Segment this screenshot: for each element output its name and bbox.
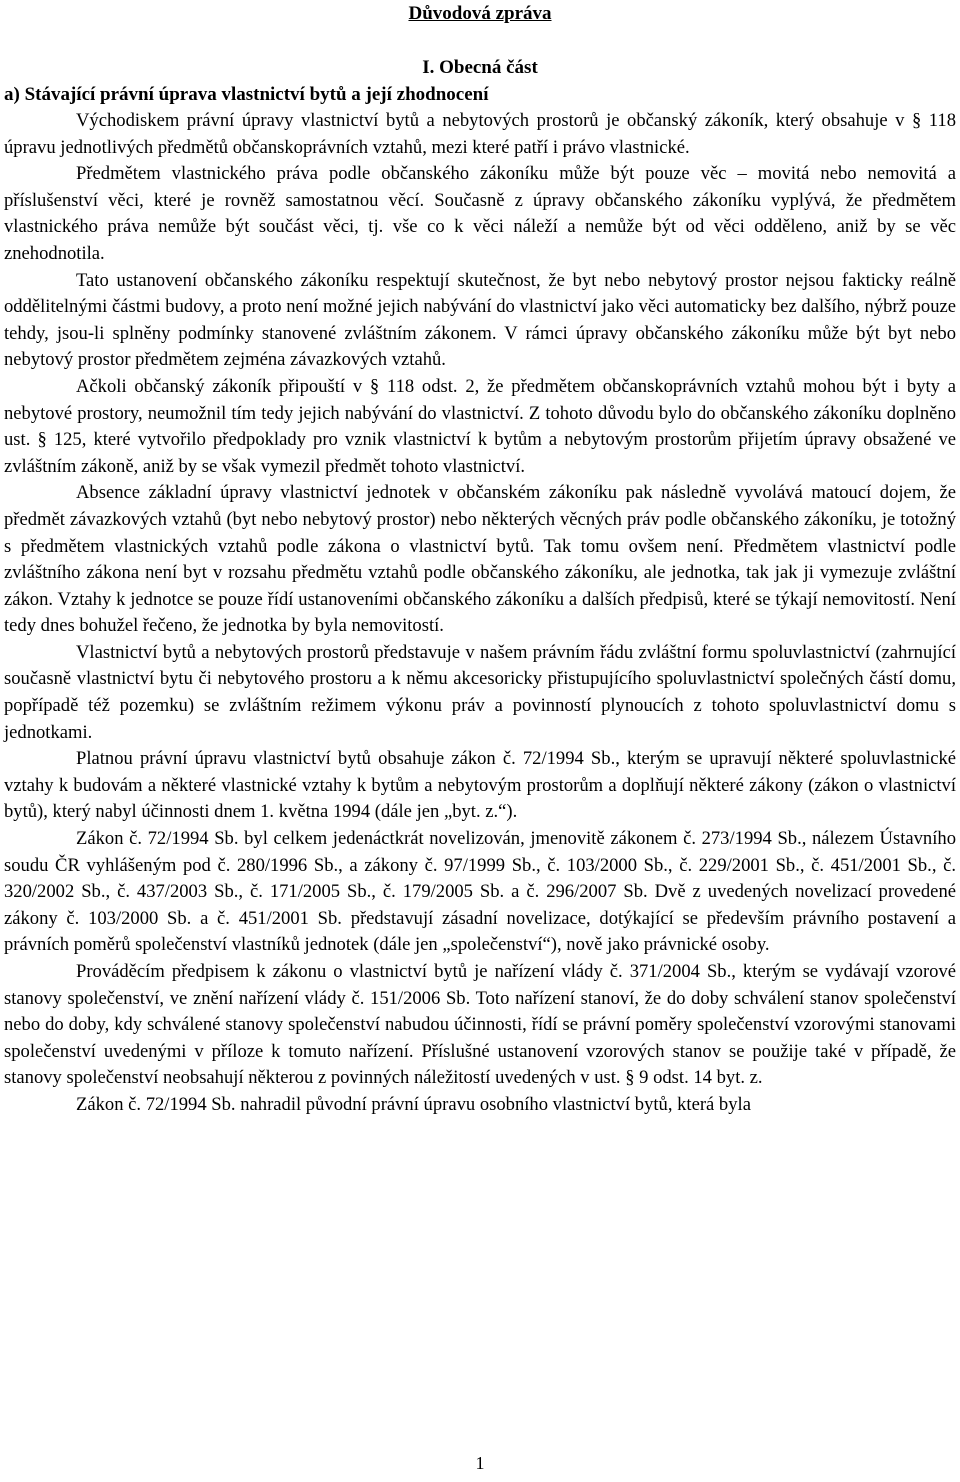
paragraph: Východiskem právní úpravy vlastnictví bytů a nebytových prostorů je občanský zákoník, který obsahuje v § 118 úpravu jednotlivých předmětů občanskoprávních vztahů, mezi které patří i právo vlastnické. (4, 110, 956, 158)
paragraph: Vlastnictví bytů a nebytových prostorů představuje v našem právním řádu zvláštní formu spoluvlastnictví (zahrnující současně vlastnictví bytu či nebytového prostoru a k němu akcesoricky přistupujícího spoluvlastnictví společných částí domu, popřípadě též pozemku) se zvláštním režimem výkonu práv a povinností plynoucích z tohoto spoluvlastnictví domu s jednotkami. (4, 641, 956, 743)
paragraph: Absence základní úpravy vlastnictví jednotek v občanském zákoníku pak následně vyvolává matoucí dojem, že předmět závazkových vztahů (byt nebo nebytový prostor) nebo některých věcných práv podle občanského zákoníku, je totožný s předmětem vlastnických vztahů podle zákona o vlastnictví bytů. Tak tomu ovšem není. Předmětem vlastnictví podle zvláštního zákona není byt v rozsahu předmětu vztahů podle občanského zákoníku, ale jednotka, tak jak ji vymezuje zvláštní zákon. Vztahy k jednotce se pouze řídí ustanoveními občanského zákoníku a dalších předpisů, které se týkají nemovitostí. Není tedy dnes bohužel řečeno, že jednotka by byla nemovitostí. (4, 482, 956, 637)
document-title: Důvodová zpráva (408, 3, 552, 24)
part-heading: I. Obecná část (422, 57, 538, 78)
paragraph: Zákon č. 72/1994 Sb. byl celkem jedenáctkrát novelizován, jmenovitě zákonem č. 273/1994 Sb., nálezem Ústavního soudu ČR vyhlášeným pod č. 280/1996 Sb., a zákony č. 97/1999 Sb., č. 103/2000 Sb., č. 229/2001 Sb., č. 451/2001 Sb., č. 320/2002 Sb., č. 437/2003 Sb., č. 171/2005 Sb., č. 179/2005 Sb. a č. 296/2007 Sb. Dvě z uvedených novelizací provedené zákony č. 103/2000 Sb. a č. 451/2001 Sb. představují zásadní novelizace, dotýkající se především právního postavení a právních poměrů společenství vlastníků jednotek (dále jen „společenství“), nově jako právnické osoby. (4, 828, 956, 956)
page-number: 1 (475, 1453, 485, 1473)
section-heading: a) Stávající právní úprava vlastnictví bytů a její zhodnocení (4, 84, 489, 105)
paragraph: Ačkoli občanský zákoník připouští v § 118 odst. 2, že předmětem občanskoprávních vztahů mohou být i byty a nebytové prostory, neumožnil tím tedy jejich nabývání do vlastnictví. Z tohoto důvodu bylo do občanského zákoníku doplněno ust. § 125, které vytvořilo předpoklady pro vznik vlastnictví k bytům a nebytovým prostorům přijetím úpravy obsažené ve zvláštním zákoně, aniž by se však vymezil předmět tohoto vlastnictví. (4, 375, 956, 477)
document-page (4, 0, 956, 1119)
paragraph: Tato ustanovení občanského zákoníku respektují skutečnost, že byt nebo nebytový prostor nejsou fakticky reálně oddělitelnými částmi budovy, a proto není možné jejich nabývání do vlastnictví jako věci automaticky bez dalšího, nýbrž pouze tehdy, jsou-li splněny podmínky stanovené zvláštním zákonem. V rámci úpravy občanského zákoníku může být byt nebo nebytový prostor předmětem zejména závazkových vztahů. (4, 269, 956, 371)
paragraph: Platnou právní úpravu vlastnictví bytů obsahuje zákon č. 72/1994 Sb., kterým se upravují některé spoluvlastnické vztahy k budovám a některé vlastnické vztahy k bytům a nebytovým prostorům a doplňují některé zákony (zákon o vlastnictví bytů), který nabyl účinnosti dnem 1. května 1994 (dále jen „byt. z.“). (4, 748, 956, 823)
paragraph: Předmětem vlastnického práva podle občanského zákoníku může být pouze věc – movitá nebo nemovitá a příslušenství věci, které je rovněž samostatnou věcí. Současně z úpravy občanského zákoníku vyplývá, že předmětem vlastnického práva nemůže být součást věci, tj. vše co k věci náleží a nemůže být od věci odděleno, aniž by se věc znehodnotila. (4, 163, 956, 264)
paragraph: Zákon č. 72/1994 Sb. nahradil původní právní úpravu osobního vlastnictví bytů, která byla (76, 1093, 751, 1115)
blank-line (4, 27, 956, 54)
paragraph: Prováděcím předpisem k zákonu o vlastnictví bytů je nařízení vlády č. 371/2004 Sb., kterým se vydávají vzorové stanovy společenství, ve znění nařízení vlády č. 151/2006 Sb. Toto nařízení stanoví, že do doby schválení stanov společenství nebo do doby, kdy schválené stanovy společenství nabudou účinnosti, řídí se právní poměry společenství vzorovými stanovami společenství uvedenými v příloze k tomuto nařízení. Příslušné ustanovení vzorových stanov se použije také v případě, že stanovy společenství neobsahují některou z povinných náležitostí uvedených v ust. § 9 odst. 14 byt. z. (4, 961, 956, 1089)
